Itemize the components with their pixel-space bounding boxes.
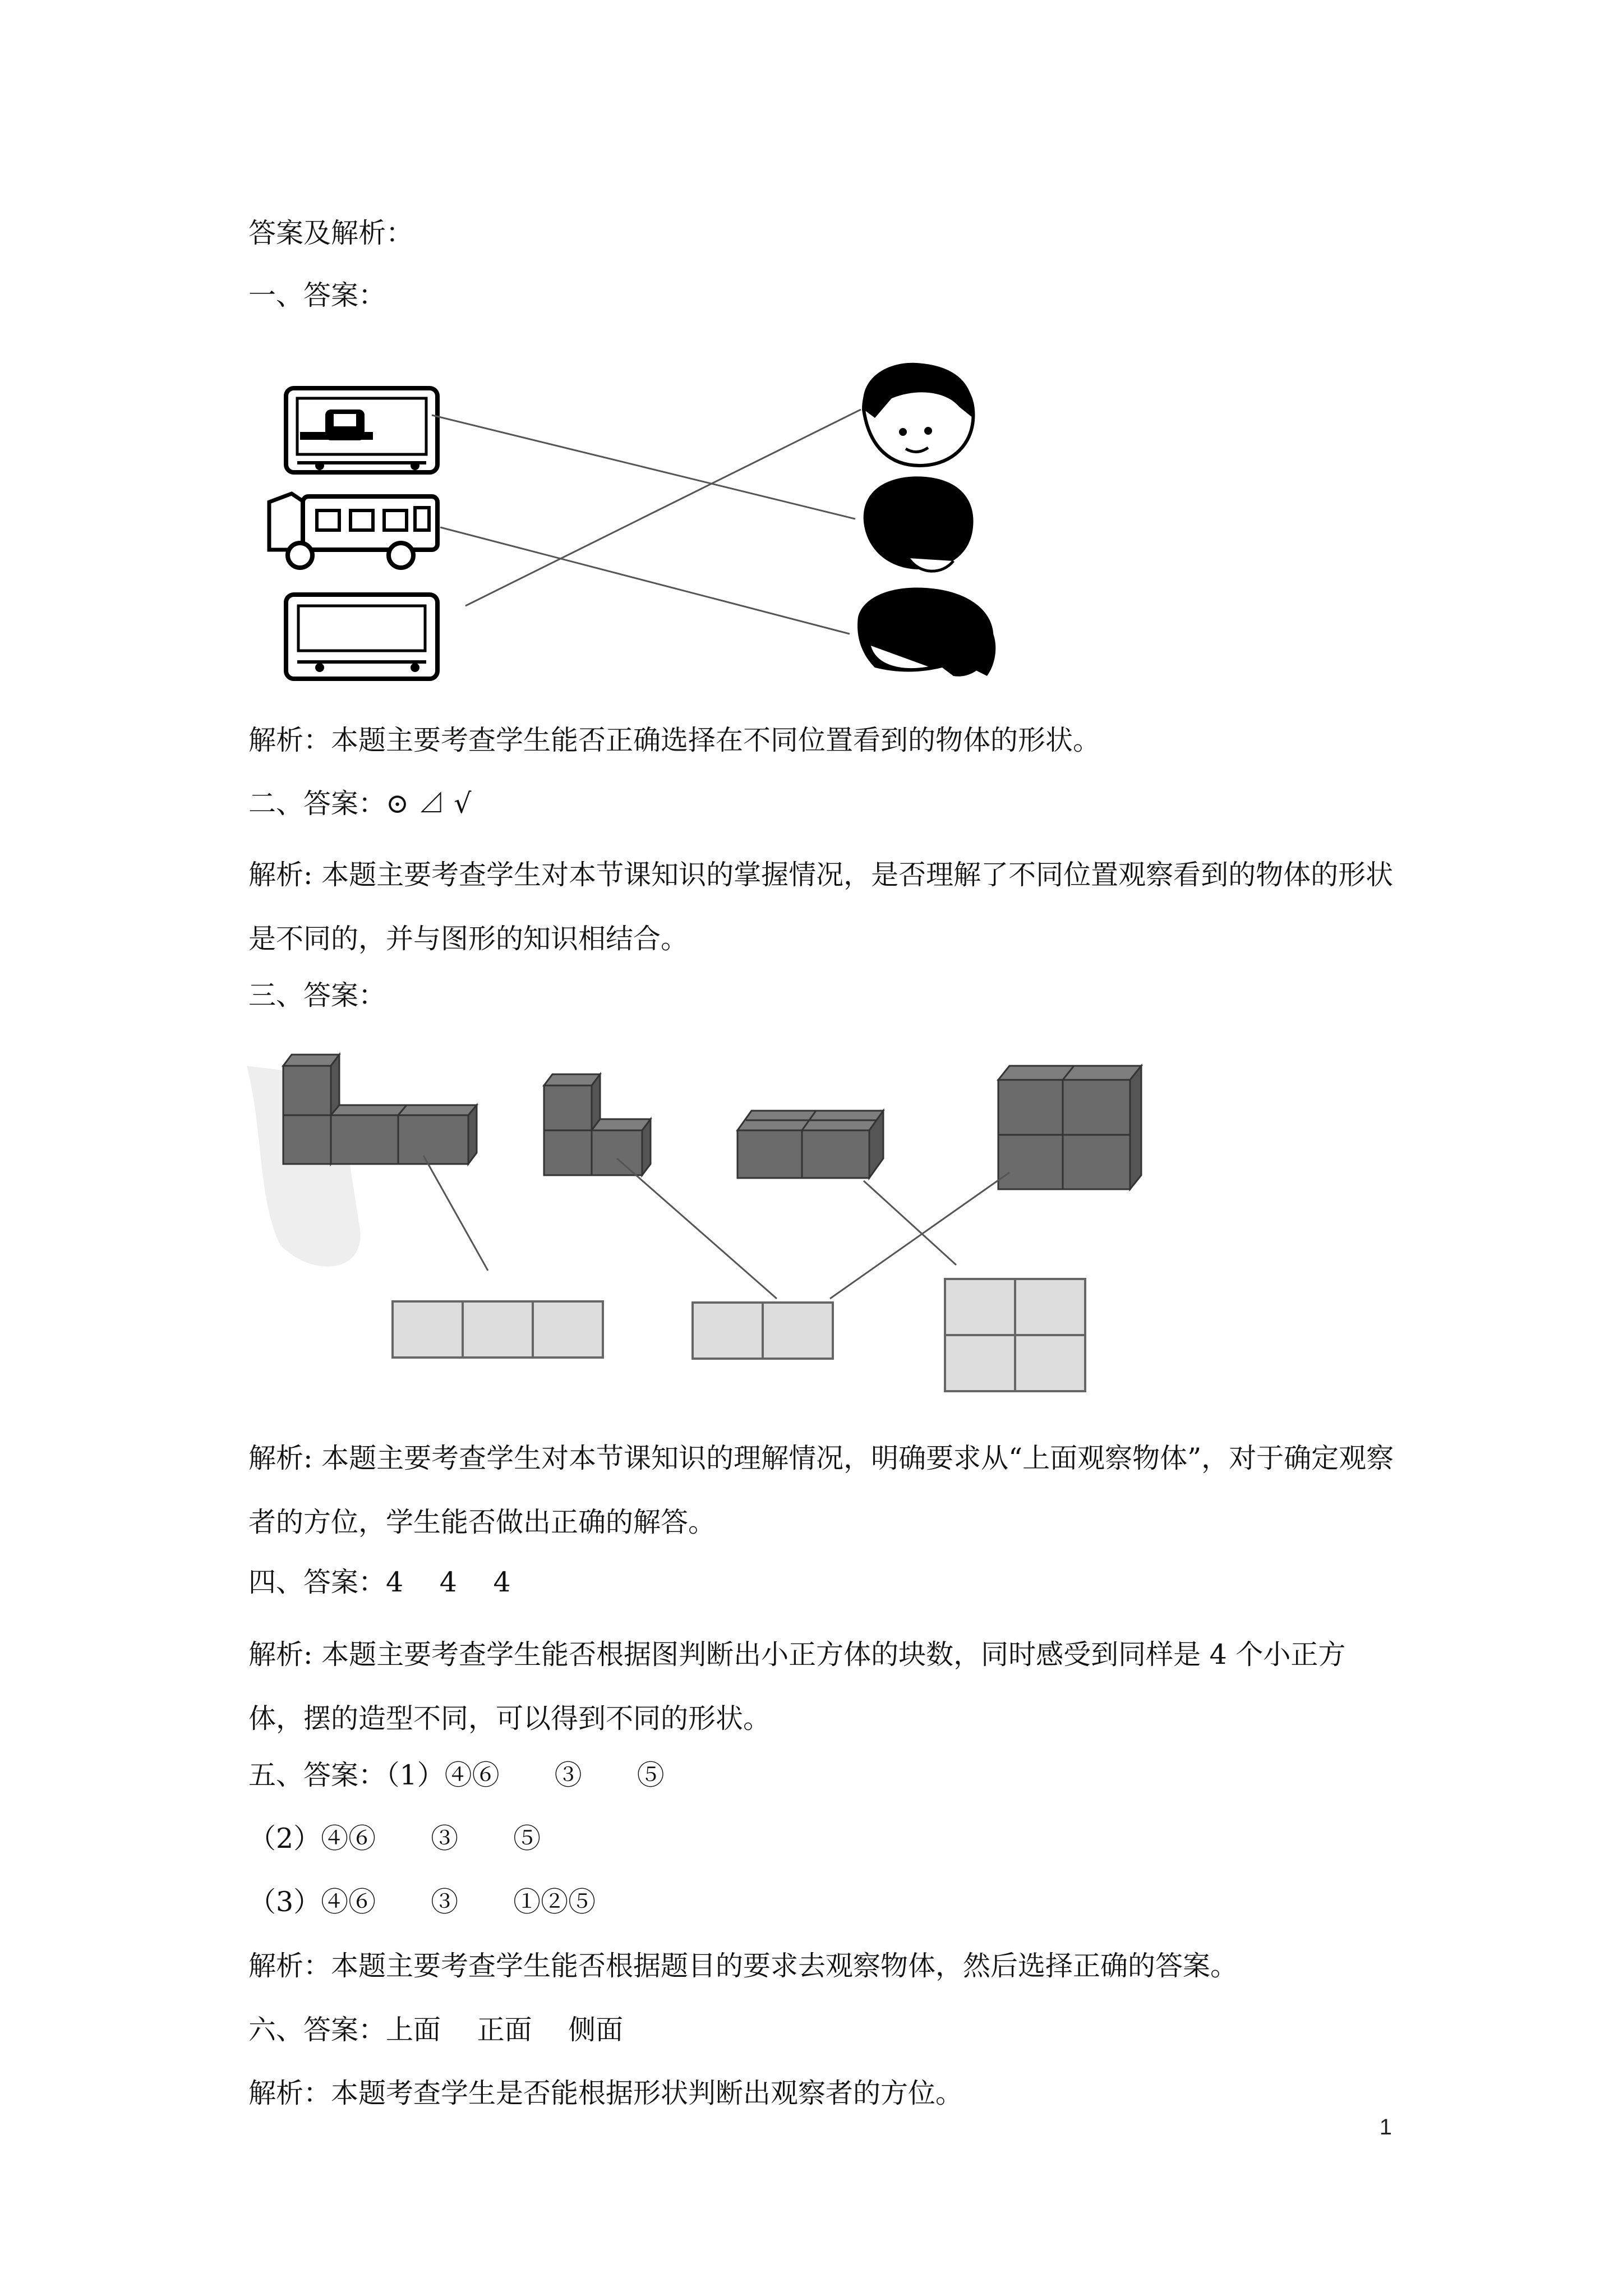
cube-group-1 (283, 1055, 477, 1164)
child-side-face-icon (857, 587, 995, 676)
q5-answer-line-2: （2）④⑥ ③ ⑤ (248, 1823, 541, 1855)
child-front-face-icon (863, 363, 974, 466)
q3-cube-matching-figure (247, 1043, 1200, 1402)
q4-analysis: 解析: 本题主要考查学生能否根据图判断出小正方体的块数，同时感受到同样是 4 个小正方体，摆的造型不同，可以得到不同的形状。 (248, 1639, 1346, 1734)
match-line-a (423, 1156, 488, 1271)
match-line-c (864, 1181, 956, 1265)
q5-answer-line-3: （3）④⑥ ③ ①②⑤ (248, 1886, 596, 1918)
page-number: 1 (1379, 2115, 1392, 2139)
bus-side-view-icon (286, 388, 437, 472)
q3-answer-label: 三、答案： (248, 979, 386, 1011)
q2-answer: 二、答案：⊙ ⊿ √ (248, 788, 472, 820)
q2-analysis: 解析: 本题主要考查学生对本节课知识的掌握情况，是否理解了不同位置观察看到的物体的形状是不同的，并与图形的知识相结合。 (248, 859, 1394, 955)
match-line-3 (465, 409, 861, 606)
bus-3d-view-icon (269, 494, 437, 568)
q1-answer-label: 一、答案： (248, 279, 386, 311)
cube-group-4 (998, 1066, 1141, 1189)
q6-answer: 六、答案：上面 正面 侧面 (248, 2014, 624, 2046)
top-view-shape-3 (945, 1279, 1085, 1391)
q1-matching-figure (247, 353, 1032, 701)
match-line-1 (432, 415, 855, 519)
q5-answer-line-1: 五、答案：（1）④⑥ ③ ⑤ (248, 1759, 665, 1791)
top-view-shape-1 (393, 1301, 603, 1358)
q3-analysis: 解析: 本题主要考查学生对本节课知识的理解情况，明确要求从“上面观察物体”，对于确定观察者的方位，学生能否做出正确的解答。 (248, 1442, 1394, 1538)
q1-matching-lines (432, 409, 861, 634)
answers-heading: 答案及解析： (248, 217, 414, 249)
top-view-shape-2 (693, 1303, 833, 1359)
match-line-2 (440, 527, 850, 634)
cube-group-3 (737, 1111, 883, 1178)
q5-analysis: 解析：本题主要考查学生能否根据题目的要求去观察物体，然后选择正确的答案。 (248, 1950, 1238, 1982)
match-line-b (617, 1158, 777, 1299)
cube-group-2 (544, 1074, 651, 1175)
q1-analysis: 解析：本题主要考查学生能否正确选择在不同位置看到的物体的形状。 (248, 724, 1101, 756)
q6-analysis: 解析：本题考查学生是否能根据形状判断出观察者的方位。 (248, 2077, 963, 2109)
child-back-head-icon (864, 476, 974, 571)
bus-back-view-icon (286, 595, 437, 679)
q3-matching-lines (423, 1156, 1009, 1299)
q4-answer: 四、答案：4 4 4 (248, 1566, 511, 1598)
